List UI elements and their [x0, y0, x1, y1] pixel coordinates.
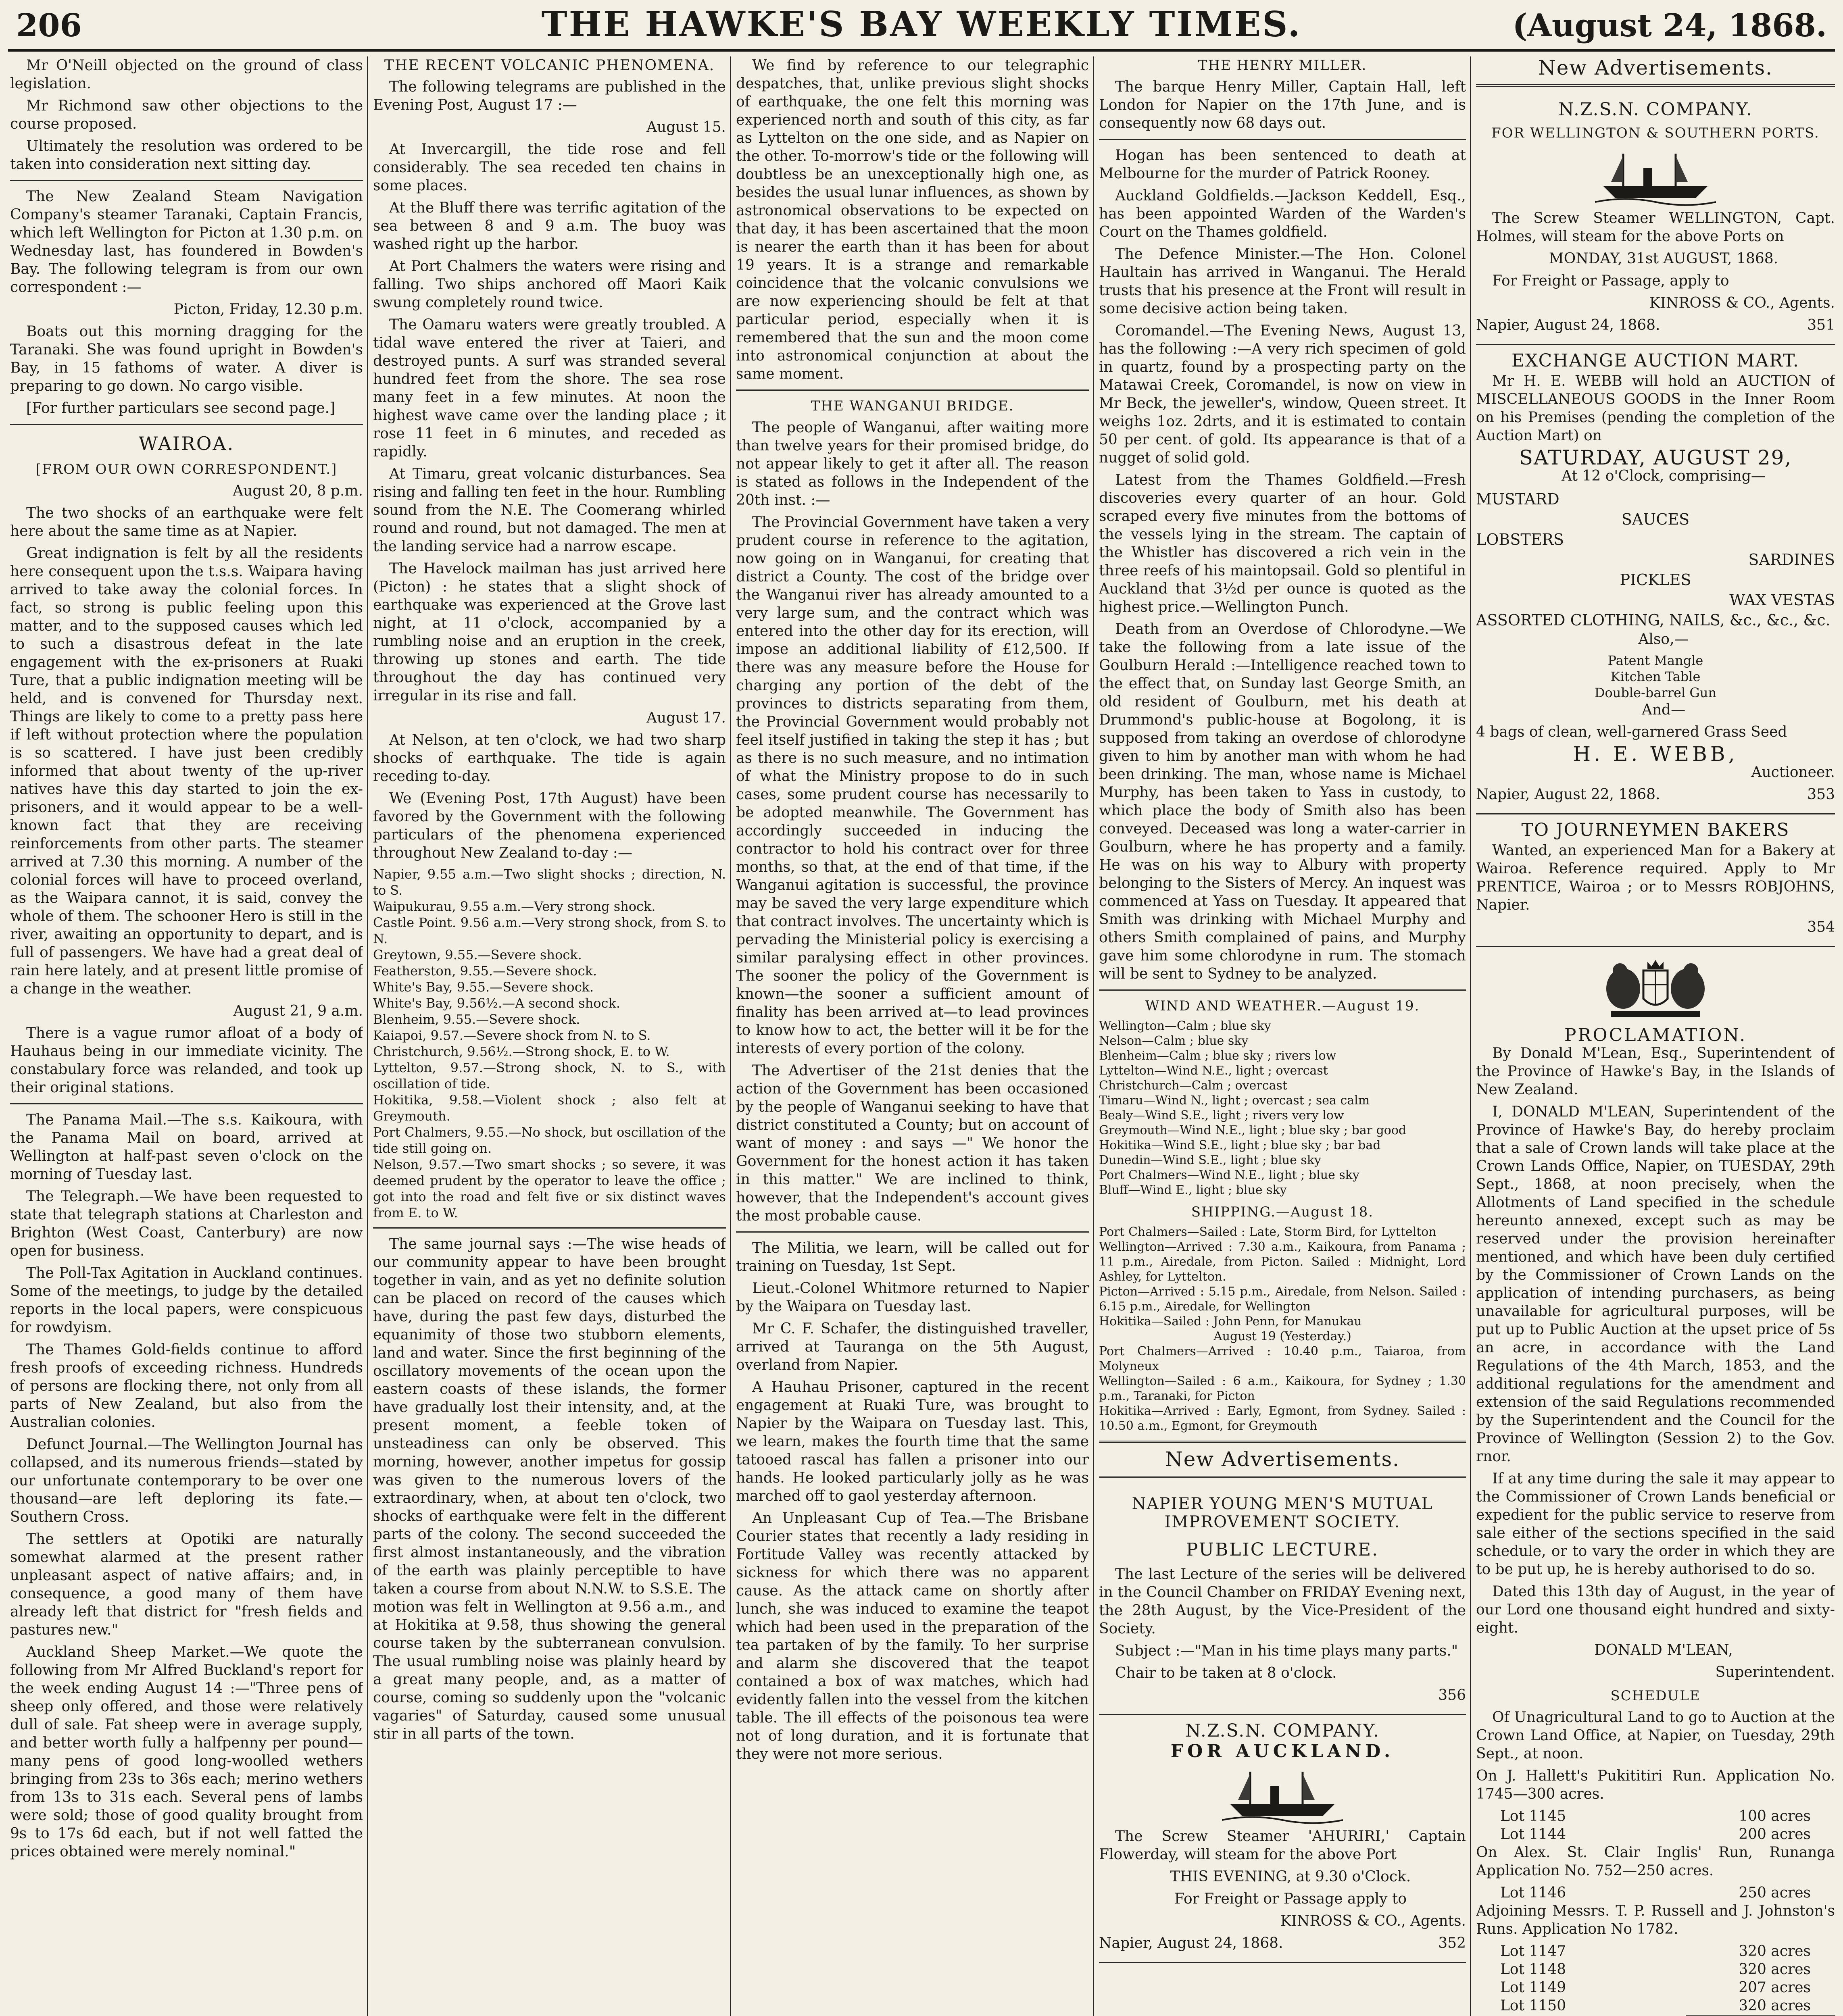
paragraph: And—: [1641, 702, 1686, 718]
paragraph: Lieut.-Colonel Whitmore returned to Napier by the Waipara on Tuesday last.: [736, 1280, 1089, 1315]
paragraph: For Freight or Passage, apply to: [1492, 273, 1729, 289]
list-item: Port Chalmers—Sailed : Late, Storm Bird, for Lyttelton: [1099, 1225, 1436, 1239]
paragraph: The barque Henry Miller, Captain Hall, left London for Napier on the 17th June, and is consequently now 68 days out.: [1099, 79, 1466, 131]
section-heading: SHIPPING.—August 18.: [1191, 1204, 1374, 1220]
column-rule: [1470, 56, 1471, 2016]
paragraph: Also,—: [1638, 631, 1689, 648]
paragraph: The people of Wanganui, after waiting more than twelve years for their promised bridge, do not appear likely to get it after all. The reason is stated as follows in the Independent of the 20th inst. :—: [736, 419, 1089, 508]
paragraph: Auckland Goldfields.—Jackson Keddell, Esq., has been appointed Warden of the Warden's Court on the Thames goldfield.: [1099, 187, 1466, 240]
list-item: Hokitika—Wind S.E., light ; blue sky ; bar bad: [1099, 1138, 1381, 1152]
lot-number: Lot 1144: [1500, 1826, 1566, 1843]
lot-number: Lot 1145: [1500, 1808, 1566, 1824]
paragraph: On Alex. St. Clair Inglis' Run, Runanga Application No. 752—250 acres.: [1476, 1844, 1835, 1879]
list-item: Kitchen Table: [1610, 669, 1701, 684]
list-item: MUSTARD: [1476, 490, 1559, 508]
auctioneer-name: H. E. WEBB,: [1573, 742, 1738, 766]
paragraph: The Poll-Tax Agitation in Auckland continues. Some of the meetings, to judge by the detailed reports in the local papers, were conspicuous for rowdyism.: [10, 1265, 363, 1336]
paragraph: The last Lecture of the series will be delivered in the Council Chamber on FRIDAY Evening next, the 28th August, by the Vice-President of the Society.: [1099, 1566, 1466, 1637]
paragraph: We find by reference to our telegraphic despatches, that, unlike previous slight shocks of earthquake, the one felt this morning was experienced north and south of this city, as far as Lyttelton on the one side, and as Napier on the other. To-morrow's tide or the following will doubtless be an unexceptionally high one, as besides the usual lunar influences, as shown by astronomical observations to be expected on that day, it has been ascertained that the moon is nearer the earth than it has been for about 19 years. It is a strange and remarkable coincidence that the volcanic convulsions we are now experiencing should be felt at that particular period, especially when it is remembered that the sun and the moon come into astronomical conjunction at about the same moment.: [736, 57, 1089, 382]
list-item: Christchurch, 9.56½.—Strong shock, E. to W.: [373, 1044, 670, 1059]
paragraph: The Militia, we learn, will be called out for training on Tuesday, 1st Sept.: [736, 1240, 1089, 1275]
paragraph: An Unpleasant Cup of Tea.—The Brisbane Courier states that recently a lady residing in Fortitude Valley was recently attacked by sickness for which there was no apparent cause. As the attack came on shortly after lunch, she was induced to examine the teapot which had been used in the preparation of the tea partaken of by the family. To her surprise and alarm she discovered that the teapot contained a box of wax matches, which had evidently fallen into the vessel from the kitchen table. The ill effects of the poisonous tea were not of long duration, and it is fortunate that they were not more serious.: [736, 1510, 1089, 1762]
weather-list: [1099, 1018, 1466, 1198]
lot-number: Lot 1146: [1500, 1885, 1566, 1901]
paragraph: The same journal says :—The wise heads of our community appear to have been brought together in vain, and as yet no definite solution can be placed on record of the causes which have, during the past few days, disturbed the equanimity of those two stubborn elements, land and water. Since the first beginning of the oscillatory movements of the ocean upon the eastern coasts of these islands, the former have gradually lost their intensity, and, at the present moment, a feeble token of unsteadiness can only be observed. This morning, however, another impetus for gossip was given to the numerous lovers of the extraordinary, when, at about ten o'clock, two shocks of earthquake were felt in the different parts of the colony. The second succeeded the first almost instantaneously, and the vibration of the earth was plainly perceptible to have taken a course from about N.N.W. to S.S.E. The motion was felt in Wellington at 9.56 a.m., and at Hokitika at 9.58, thus showing the general course taken by the subterranean convulsion. The usual rumbling noise was plainly heard by a great many people, and, as a matter of course, coming so suddenly upon the "volcanic vagaries" of Saturday, caused some unusual stir in all parts of the town.: [373, 1236, 726, 1742]
section-heading: THE HENRY MILLER.: [1198, 57, 1367, 73]
lot-row: [1476, 1807, 1835, 1825]
proclamation-ad: [1476, 947, 1835, 2016]
paragraph: Wanted, an experienced Man for a Bakery at Wairoa. Reference required. Apply to Mr PRENTICE, Wairoa ; or to Messrs ROBJOHNS, Napier.: [1476, 842, 1835, 913]
column-5: [1476, 56, 1835, 2016]
ad-number: 351: [1807, 317, 1835, 333]
signature: DONALD M'LEAN,: [1594, 1642, 1733, 1658]
column-rule: [367, 56, 368, 2016]
divider: [1099, 1476, 1466, 1478]
lot-row: [1476, 1979, 1835, 1997]
list-item: SARDINES: [1748, 551, 1835, 569]
paragraph: There is a vague rumor afloat of a body of Hauhaus being in our immediate vicinity. The constabulary force was relanded, and took up their original stations.: [10, 1025, 363, 1096]
ad-number: 356: [1438, 1687, 1466, 1704]
list-item: Greytown, 9.55.—Severe shock.: [373, 947, 582, 962]
paragraph: Ultimately the resolution was ordered to be taken into consideration next sitting day.: [10, 138, 363, 173]
paragraph: Hogan has been sentenced to death at Melbourne for the murder of Patrick Rooney.: [1099, 147, 1466, 182]
divider: [10, 1103, 363, 1104]
divider: [1099, 139, 1466, 140]
list-item: Hokitika, 9.58.—Violent shock ; also felt at Greymouth.: [373, 1092, 726, 1124]
divider: [736, 1231, 1089, 1233]
paragraph: For Freight or Passage apply to: [1174, 1891, 1407, 1907]
page-number: 206: [16, 7, 82, 44]
steamship-icon: [1222, 1764, 1343, 1824]
list-item: Waipukurau, 9.55 a.m.—Very strong shock.: [373, 899, 656, 914]
list-item: Port Chalmers—Arrived : 10.40 p.m., Taiaroa, from Molyneux: [1099, 1344, 1466, 1373]
ad-heading: N.Z.S.N. COMPANY.: [1185, 1720, 1380, 1741]
paragraph: 4 bags of clean, well-garnered Grass Seed: [1476, 724, 1787, 740]
paragraph: [For further particulars see second page.]: [26, 400, 336, 417]
paragraph: The Defence Minister.—The Hon. Colonel Haultain has arrived in Wanganui. The Herald trusts that his presence at the Front will result in some decisive action being taken.: [1099, 246, 1466, 317]
list-item: Wellington—Sailed : 6 a.m., Kaikoura, for Sydney ; 1.30 p.m., Taranaki, for Picton: [1099, 1374, 1466, 1403]
list-item: WAX VESTAS: [1729, 591, 1835, 609]
list-item: Wellington—Arrived : 7.30 a.m., Kaikoura, from Panama ; 11 p.m., Airedale, from Picton. Sailed : Midnight, Lord Ashley, for Lyttelton.: [1099, 1240, 1466, 1284]
paragraph: Coromandel.—The Evening News, August 13, has the following :—A very rich specimen of gold in quartz, found by a prospecting party on the Matawai Creek, Coromandel, is now on view in Mr Beck, the jeweller's, window, Queen street. It weighs 1oz. 2drts, and it is estimated to contain 50 per cent. of gold. Its appearance is that of a nugget of solid gold.: [1099, 323, 1466, 466]
column-rule: [1093, 56, 1094, 2016]
list-item: Picton—Arrived : 5.15 p.m., Airedale, from Nelson. Sailed : 6.15 p.m., Airedale, for Wellington: [1099, 1285, 1466, 1314]
list-item: Castle Point. 9.56 a.m.—Very strong shock, from S. to N.: [373, 915, 726, 946]
paragraph: Great indignation is felt by all the residents here consequent upon the t.s.s. Waipara having arrived to take away the colonial forces. In fact, so strong is public feeling upon this matter, and to the supposed causes which led to such a disastrous defeat in the late engagement with the ex-prisoners at Ruaki Ture, that a public indignation meeting will be held, and is convened for Thursday next. Things are likely to come to a pretty pass here if left without protection where the population is so scattered. I have just been credibly informed that about twenty of the up-river natives have this day started to join the ex-prisoners, and it would appear to be a well-known fact that they are receiving reinforcements from other parts. The steamer arrived at 7.30 this morning. A number of the colonial forces will have to proceed overland, as the Waipara cannot, it is said, convey the whole of them. The schooner Hero is still in the river, awaiting an opportunity to depart, and is full of passengers. We have had a great deal of rain here lately, and at present little promise of a change in the weather.: [10, 545, 363, 997]
issue-date: (August 24, 1868.: [1512, 7, 1827, 44]
masthead-rule: [8, 49, 1835, 52]
section-heading: THE WANGANUI BRIDGE.: [811, 398, 1014, 414]
ad-date: Napier, August 24, 1868.: [1476, 317, 1660, 333]
lot-row: [1476, 1960, 1835, 1979]
paragraph: Mr H. E. WEBB will hold an AUCTION of MISCELLANEOUS GOODS in the Inner Room on his Premises (pending the completion of the Auction Mart) on: [1476, 373, 1835, 444]
paragraph: The Advertiser of the 21st denies that the action of the Government has been occasioned by the people of Wanganui seeking to have that district constituted a County; but on account of want of money : and says —" We honor the Government for the honest action it has taken in this matter." We are inclined to think, however, that the Independent's account gives the most probable cause.: [736, 1062, 1089, 1224]
list-item: Port Chalmers—Wind N.E., light ; blue sky: [1099, 1168, 1359, 1182]
newspaper-title: THE HAWKE'S BAY WEEKLY TIMES.: [541, 4, 1302, 45]
paragraph: The Provincial Government have taken a very prudent course in reference to the agitation, now going on in Wanganui, for creating that district a County. The cost of the bridge over the Wanganui river has already amounted to a very large sum, and the contract which was entered into the other day for its erection, will impose an additional liability of £12,500. If there was any measure before the House for charging any portion of the debt of the provinces to districts separating from them, the Provincial Government would probably not feel itself justified in taking the step it has ; but as there is no such measure, and no intimation of what the Ministry propose to do in such cases, some prudent course has necessarily to be adopted meanwhile. The Government has accordingly succeeded in inducing the contractor to hold his contract over for three months, so that, at the end of that time, if the Wanganui agitation is successful, the province may be saved the very large expenditure which that contract involves. The uncertainty which is pervading the Ministerial policy is exercising a similar paralysing effect in other provinces. The sooner the policy of the Government is known—the sooner a sufficient amount of finality has been arrived at—to lead provinces to know how to act, the better will it be for the interests of every portion of the colony.: [736, 514, 1089, 1057]
list-item: Lyttelton—Wind N.E., light ; overcast: [1099, 1064, 1328, 1078]
list-item: Christchurch—Calm ; overcast: [1099, 1079, 1287, 1093]
masthead: [0, 0, 1843, 52]
dateline: Picton, Friday, 12.30 p.m.: [173, 301, 363, 318]
dateline: [1476, 316, 1835, 334]
paragraph: The Havelock mailman has just arrived here (Picton) : he states that a slight shock of earthquake was experienced at the Grove last night, at 11 o'clock, accompanied by a rumbling noise and an eruption in the creek, throwing up stones and earth. The tide throughout the day has continued very irregular in its rise and fall.: [373, 560, 726, 704]
lot-row: [1476, 1942, 1835, 1960]
divider: [1099, 1441, 1466, 1443]
paragraph: Of Unagricultural Land to go to Auction at the Crown Land Office, at Napier, on Tuesday, 29th Sept., at noon.: [1476, 1709, 1835, 1762]
paragraph: Dated this 13th day of August, in the year of our Lord one thousand eight hundred and sixty-eight.: [1476, 1583, 1835, 1636]
dateline: [1099, 1934, 1466, 1952]
paragraph: We (Evening Post, 17th August) have been favored by the Government with the following particulars of the phenomena experienced throughout New Zealand to-day :—: [373, 790, 726, 861]
list-item: Timaru—Wind N., light ; overcast ; sea calm: [1099, 1093, 1370, 1108]
lot-number: Lot 1147: [1500, 1943, 1566, 1960]
lot-row: [1476, 1825, 1835, 1843]
paragraph: At the Bluff there was terrific agitation of the sea between 8 and 9 a.m. The buoy was washed right up the harbor.: [373, 200, 726, 252]
list-item: Nelson, 9.57.—Two smart shocks ; so severe, it was deemed prudent by the operator to leave the office ; got into the road and felt five or six distinct waves from E. to W.: [373, 1157, 726, 1220]
divider: [10, 180, 363, 181]
list-item: LOBSTERS: [1476, 531, 1564, 548]
paragraph: Boats out this morning dragging for the Taranaki. She was found upright in Bowden's Bay, in 15 fathoms of water. A diver is preparing to go down. No cargo visible.: [10, 323, 363, 394]
dateline: August 21, 9 a.m.: [233, 1003, 363, 1019]
list-item: Featherston, 9.55.—Severe shock.: [373, 963, 597, 979]
paragraph: The following telegrams are published in the Evening Post, August 17 :—: [373, 79, 726, 113]
paragraph: On J. Hallett's Pukititiri Run. Application No. 1745—300 acres.: [1476, 1768, 1835, 1802]
ad-heading: PUBLIC LECTURE.: [1186, 1539, 1379, 1560]
lot-number: Lot 1148: [1500, 1961, 1566, 1978]
paragraph: The Screw Steamer WELLINGTON, Capt. Holmes, will steam for the above Ports on: [1476, 210, 1835, 245]
paragraph: At Invercargill, the tide rose and fell considerably. The sea receded ten chains in some places.: [373, 141, 726, 194]
shipping-list: [1099, 1225, 1466, 1433]
divider: [10, 424, 363, 425]
paragraph: A Hauhau Prisoner, captured in the recent engagement at Ruaki Ture, was brought to Napier by the Waipara on Tuesday last. This, we learn, makes the fourth time that the same tatooed rascal has fallen a prisoner into our hands. He looked particularly jolly as he was marched off to gaol yesterday afternoon.: [736, 1379, 1089, 1504]
list-item: Kaiapoi, 9.57.—Severe shock from N. to S.: [373, 1028, 651, 1043]
lot-row: [1476, 1997, 1835, 2015]
new-advertisements-heading: New Advertisements.: [1165, 1447, 1400, 1471]
lot-acres: 250 acres: [1739, 1885, 1811, 1901]
paragraph: Auctioneer.: [1751, 764, 1835, 781]
list-item: ASSORTED CLOTHING, NAILS, &c., &c., &c.: [1476, 611, 1830, 629]
list-item: Nelson—Calm ; blue sky: [1099, 1034, 1249, 1048]
list-item: Blenheim—Calm ; blue sky ; rivers low: [1099, 1049, 1336, 1063]
paragraph: I, DONALD M'LEAN, Superintendent of the Province of Hawke's Bay, do hereby proclaim that a sale of Crown lands will take place at the Crown Lands Office, Napier, on TUESDAY, 29th Sept., 1868, at noon precisely, when the Allotments of Land specified in the schedule hereunto annexed, except such as may be reserved under the provision hereinafter mentioned, and which have been duly certified by the Commissioner of Crown Lands on the application of intending purchasers, as being unavailable for agricultural purposes, will be put up to Public Auction at the upset price of 5s an acre, in accordance with the Land Regulations of the 4th March, 1853, and the additional regulations for the amendment and extension of the said Regulations recommended by the Superintendent and the Council for the Province of Wellington (Session 2) to the Gov. rnor.: [1476, 1104, 1835, 1465]
lot-acres: 100 acres: [1739, 1808, 1811, 1824]
lot-acres: 320 acres: [1739, 1997, 1811, 2014]
column-rule: [730, 56, 731, 2016]
divider: [1099, 989, 1466, 991]
steamship-icon: [1595, 146, 1716, 206]
paragraph: Mr C. F. Schafer, the distinguished traveller, arrived at Tauranga on the 5th August, overland from Napier.: [736, 1320, 1089, 1373]
column-4: [1099, 56, 1466, 2016]
wellington-steamer-ad: [1476, 94, 1835, 345]
ad-heading: PROCLAMATION.: [1564, 1025, 1747, 1045]
ad-number: 354: [1807, 919, 1835, 935]
paragraph: KINROSS & CO., Agents.: [1649, 295, 1835, 311]
paragraph: Death from an Overdose of Chlorodyne.—We take the following from a late issue of the Goulburn Herald :—Intelligence reached town to the effect that, on Sunday last George Smith, an old resident of Goulburn, met his death at Drummond's public-house at Bogolong, it is supposed from taking an overdose of chlorodyne given to him by another man with whom he had been drinking. The man, whose name is Michael Murphy, has been taken to Yass in custody, to which place the body of Smith also has been conveyed. Deceased was long a water-carrier in Goulburn, where he has property and a family. He was on his way to Albury with property belonging to the Sisters of Mercy. An inquest was commenced at Yass on Tuesday. It appeared that Smith was drinking with Michael Murphy and others Smith complained of pains, and Murphy gave him some chlorodyne in rum. The stomach will be sent to Sydney to be analyzed.: [1099, 621, 1466, 982]
lot-acres: 200 acres: [1739, 1826, 1811, 1843]
paragraph: Latest from the Thames Goldfield.—Fresh discoveries every quarter of an hour. Gold scraped every five minutes from the bottoms of the vessels lying in the stream. The captain of the Whistler has discovered a rich vein in the three reefs of his maintopsail. Gold so plentiful in Auckland that 3½d per ounce is quoted as the highest price.—Wellington Punch.: [1099, 472, 1466, 615]
shock-report-list: [373, 866, 726, 1221]
paragraph: The Panama Mail.—The s.s. Kaikoura, with the Panama Mail on board, arrived at Wellington at half-past seven o'clock on the morning of Tuesday last.: [10, 1112, 363, 1183]
paragraph: The two shocks of an earthquake were felt here about the same time as at Napier.: [10, 505, 363, 539]
auction-date: SATURDAY, AUGUST 29,: [1519, 446, 1792, 469]
list-item: Patent Mangle: [1607, 653, 1703, 668]
lot-acres: 320 acres: [1739, 1961, 1811, 1978]
goods-list: [1476, 489, 1835, 630]
paragraph: Mr Richmond saw other objections to the course proposed.: [10, 98, 363, 132]
paragraph: The Telegraph.—We have been requested to state that telegraph stations at Charleston and Brighton (West Coast, Canterbury) are now open for business.: [10, 1188, 363, 1259]
paragraph: The Oamaru waters were greatly troubled. A tidal wave entered the river at Taieri, and destroyed punts. A surf was stranded several hundred feet from the shore. The sea rose many feet in a few minutes. At noon the highest wave came over the landing place ; it rose 11 feet in 6 minutes, and receded as rapidly.: [373, 317, 726, 460]
section-heading: THE RECENT VOLCANIC PHENOMENA.: [384, 57, 715, 74]
ad-heading: FOR AUCKLAND.: [1170, 1741, 1395, 1762]
section-heading: WAIROA.: [138, 433, 235, 454]
list-item: White's Bay, 9.56½.—A second shock.: [373, 996, 620, 1011]
lot-number: Lot 1149: [1500, 1979, 1566, 1996]
ad-heading: NAPIER YOUNG MEN'S MUTUAL IMPROVEMENT SOCIETY.: [1132, 1495, 1433, 1531]
column-3: [736, 56, 1089, 2016]
divider: [373, 1227, 726, 1229]
list-item: Bealy—Wind S.E., light ; rivers very low: [1099, 1108, 1344, 1123]
section-heading: WIND AND WEATHER.—August 19.: [1145, 998, 1420, 1014]
dateline: August 17.: [646, 710, 726, 726]
list-item: Port Chalmers, 9.55.—No shock, but oscillation of the tide still going on.: [373, 1125, 726, 1156]
lot-number: Lot 1150: [1500, 1997, 1566, 2014]
paragraph: THIS EVENING, at 9.30 o'Clock.: [1170, 1868, 1411, 1885]
ad-heading: TO JOURNEYMEN BAKERS: [1521, 820, 1790, 840]
also-list: [1476, 652, 1835, 701]
paragraph: Mr O'Neill objected on the ground of class legislation.: [10, 57, 363, 92]
paragraph: KINROSS & CO., Agents.: [1280, 1913, 1466, 1929]
paragraph: Auckland Sheep Market.—We quote the following from Mr Alfred Buckland's report for the week ending August 14 :—"Three pens of sheep only offered, and those were relatively dull of sale. Fat sheep were in average supply, and better worth fully a halfpenny per pound—many pens of good long-woolled wethers bringing from 23s to 36s each; merino wethers from 13s to 31s each. Several pens of lambs were sold; those of good quality brought from 9s to 17s 6d each, but if not well fatted the prices obtained were merely nominal.": [10, 1644, 363, 1860]
dateline: August 20, 8 p.m.: [233, 483, 363, 499]
list-item: Greymouth—Wind N.E., light ; blue sky ; bar good: [1099, 1123, 1407, 1137]
auction-ad: [1476, 345, 1835, 814]
divider: [1476, 84, 1835, 87]
list-item: Hokitika—Sailed : John Penn, for Manukau: [1099, 1314, 1362, 1329]
lot-acres: 320 acres: [1739, 1943, 1811, 1960]
list-item: White's Bay, 9.55.—Severe shock.: [373, 979, 594, 995]
paragraph: By Donald M'Lean, Esq., Superintendent of the Province of Hawke's Bay, in the Islands of New Zealand.: [1476, 1045, 1835, 1098]
lot-row: [1476, 1884, 1835, 1902]
list-item: Blenheim, 9.55.—Severe shock.: [373, 1012, 580, 1027]
paragraph: Adjoining Messrs. T. P. Russell and J. Johnston's Runs. Application No 1782.: [1476, 1903, 1835, 1937]
bakers-ad: [1476, 814, 1835, 947]
ahuriri-ad: [1099, 1715, 1466, 1963]
paragraph: MONDAY, 31st AUGUST, 1868.: [1549, 250, 1778, 267]
list-item: Lyttelton, 9.57.—Strong shock, N. to S., with oscillation of tide.: [373, 1060, 726, 1091]
paragraph: Chair to be taken at 8 o'clock.: [1115, 1665, 1337, 1681]
paragraph: At 12 o'Clock, comprising—: [1562, 468, 1766, 484]
lecture-ad: [1099, 1485, 1466, 1715]
list-item: Bluff—Wind E., light ; blue sky: [1099, 1183, 1287, 1197]
paragraph: At Timaru, great volcanic disturbances. Sea rising and falling ten feet in the hour. Rumbling sound from the N.E. The Coomerang whirled round and round, but not damaged. The men at the landing service had a narrow escape.: [373, 466, 726, 555]
ad-date: Napier, August 24, 1868.: [1099, 1935, 1283, 1951]
paragraph: At Nelson, at ten o'clock, we had two sharp shocks of earthquake. The tide is again receding to-day.: [373, 732, 726, 785]
paragraph: Subject :—"Man in his time plays many parts.": [1115, 1643, 1458, 1659]
ad-date: Napier, August 22, 1868.: [1476, 786, 1660, 803]
ad-heading: N.Z.S.N. COMPANY.: [1558, 99, 1753, 120]
ad-heading: FOR WELLINGTON & SOUTHERN PORTS.: [1491, 125, 1820, 141]
list-item: Wellington—Calm ; blue sky: [1099, 1019, 1271, 1033]
paragraph: The settlers at Opotiki are naturally somewhat alarmed at the present rather unpleasant aspect of native affairs; and, in consequence, a good many of them have already left that district for "fresh fields and pastures new.": [10, 1531, 363, 1638]
ad-number: 353: [1807, 786, 1835, 803]
royal-coat-of-arms-icon: [1583, 954, 1728, 1023]
lot-acres: 207 acres: [1739, 1979, 1811, 1996]
ad-number: 352: [1438, 1935, 1466, 1951]
dateline: August 15.: [646, 119, 726, 135]
column-1: [10, 56, 363, 2016]
paragraph: Defunct Journal.—The Wellington Journal has collapsed, and its numerous friends—stated by our unfortunate contemporary to be over one thousand—are left deploring its fate.—Southern Cross.: [10, 1436, 363, 1525]
paragraph: The Screw Steamer 'AHURIRI,' Captain Flowerday, will steam for the above Port: [1099, 1828, 1466, 1863]
dateline: [1476, 785, 1835, 804]
section-subheading: [FROM OUR OWN CORRESPONDENT.]: [35, 461, 338, 477]
list-subheading: August 19 (Yesterday.): [1213, 1329, 1351, 1343]
list-item: Napier, 9.55 a.m.—Two slight shocks ; direction, N. to S.: [373, 866, 726, 898]
list-item: Hokitika—Arrived : Early, Egmont, from Sydney. Sailed : 10.50 a.m., Egmont, for Greymouth: [1099, 1404, 1466, 1433]
paragraph: The Thames Gold-fields continue to afford fresh proofs of exceeding richness. Hundreds of persons are flocking there, not only from all parts of New Zealand, but also from the Australian colonies.: [10, 1341, 363, 1431]
paragraph: The New Zealand Steam Navigation Company's steamer Taranaki, Captain Francis, which left Wellington for Picton at 1.30 p.m. on Wednesday last, has foundered in Bowden's Bay. The following telegram is from our own correspondent :—: [10, 188, 363, 296]
paragraph: If at any time during the sale it may appear to the Commissioner of Crown Lands beneficial or expedient for the public service to reserve from sale either of the sections specified in the said schedule, or to vary the order in which they are to be put up, he is hereby authorised to do so.: [1476, 1470, 1835, 1578]
ad-heading: SCHEDULE: [1610, 1688, 1701, 1704]
new-advertisements-heading: New Advertisements.: [1538, 56, 1773, 79]
paragraph: At Port Chalmers the waters were rising and falling. Two ships anchored off Maori Kaik swung completely round twice.: [373, 258, 726, 311]
divider: [736, 389, 1089, 391]
list-item: SAUCES: [1621, 510, 1690, 528]
paragraph: Superintendent.: [1715, 1664, 1835, 1681]
list-item: PICKLES: [1620, 571, 1691, 589]
list-item: Dunedin—Wind S.E., light ; blue sky: [1099, 1153, 1321, 1167]
list-item: Double-barrel Gun: [1594, 685, 1717, 700]
column-2: [373, 56, 726, 2016]
ad-heading: EXCHANGE AUCTION MART.: [1511, 350, 1800, 371]
